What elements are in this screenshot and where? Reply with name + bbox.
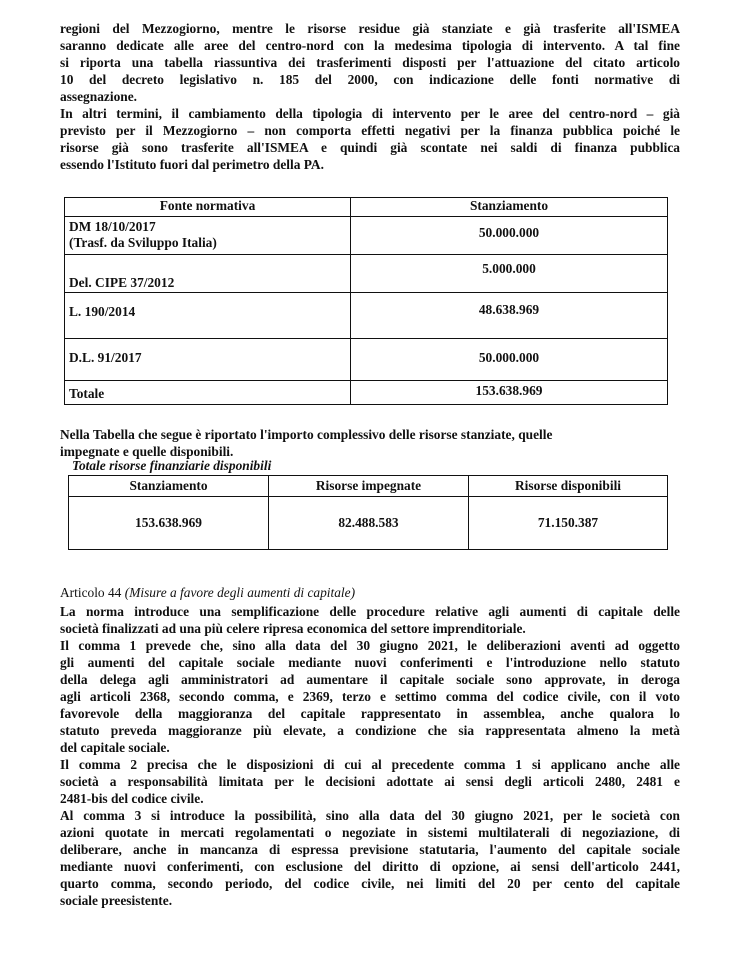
text-line: agli articoli 2368, secondo comma, e 2369, terzo e settimo comma del codice civile, con il voto [60,689,680,704]
amount-cell: 50.000.000 [351,339,668,381]
table-row [65,217,668,255]
text-line: impegnate e quelle disponibili. [60,444,234,459]
text-line: società a responsabilità limitata per le decisioni adottate ai sensi degli articoli 2480, 2481 e [60,774,680,789]
text-line: La norma introduce una semplificazione delle procedure relative agli aumenti di capitale delle [60,604,680,619]
value-cell: 82.488.583 [269,497,469,550]
text-line: In altri termini, il cambiamento della tipologia di intervento per le aree del centro-nord – già [60,106,680,121]
text-line: statuto preveda maggioranze più elevate, a condizione che sia rappresentata almeno la metà [60,723,680,738]
table-row [69,497,668,550]
column-header: Risorse disponibili [469,476,668,497]
source-cell [65,255,351,293]
text-line: Il comma 2 precisa che le disposizioni di cui al precedente comma 1 si applicano anche alle [60,757,680,772]
total-label: Totale [69,386,105,401]
source-line: DM 18/10/2017 [69,219,156,234]
value-cell: 153.638.969 [69,497,269,550]
source-line: D.L. 91/2017 [69,350,142,365]
text-line: assegnazione. [60,89,137,104]
amount-cell: 48.638.969 [351,293,668,339]
source-line: (Trasf. da Sviluppo Italia) [69,235,217,250]
source-cell [65,381,351,405]
text-line: Il comma 1 prevede che, sino alla data del 30 giugno 2021, le deliberazioni aventi ad oggetto [60,638,680,653]
article-body [60,603,680,909]
source-cell [65,339,351,381]
text-line: risorse già sono trasferite all'ISMEA e quindi già scontate nei saldi di finanza pubblica [60,140,680,155]
article-number: Articolo 44 [60,585,122,600]
text-line: sociale preesistente. [60,893,173,908]
text-line: deliberare, anche in mancanza di espressa previsione statutaria, l'aumento del capitale sociale [60,842,680,857]
column-header: Risorse impegnate [269,476,469,497]
text-line: Al comma 3 si introduce la possibilità, sino alla data del 30 giugno 2021, per le società con [60,808,680,823]
text-line: mediante nuovi conferimenti, con esclusione del diritto di opzione, ai sensi dell'articolo 2441, [60,859,680,874]
text-line: essendo l'Istituto fuori dal perimetro della PA. [60,157,324,172]
source-line: L. 190/2014 [69,304,136,319]
text-line: gli aumenti del capitale sociale mediante nuovi conferimenti e l'introduzione nello statuto [60,655,680,670]
table-row [65,339,668,381]
text-line: azioni quotate in mercati regolamentati o negoziate in sistemi multilaterali di negoziazione, di [60,825,680,840]
value-cell: 71.150.387 [469,497,668,550]
funding-sources-table [64,197,668,405]
text-line: si riporta una tabella riassuntiva dei trasferimenti disposti per l'attuazione del citato articolo [60,55,680,70]
amount-cell: 50.000.000 [351,217,668,255]
text-line: quarto comma, secondo periodo, del codice civile, nei limiti del 20 per cento del capitale [60,876,680,891]
column-header: Stanziamento [69,476,269,497]
article-heading [60,585,355,601]
source-line: Del. CIPE 37/2012 [69,275,175,290]
intro-paragraph [60,20,680,173]
source-cell [65,293,351,339]
text-line: regioni del Mezzogiorno, mentre le risorse residue già stanziate e già trasferite all'ISMEA [60,21,680,36]
table-row [65,293,668,339]
text-line: della delega agli amministratori ad aumentare il capitale sociale sono approvate, in deroga [60,672,680,687]
available-resources-table [68,475,668,550]
column-header: Fonte normativa [65,198,351,217]
summary-paragraph [60,426,620,460]
text-line: saranno dedicate alle aree del centro-nord con la medesima tipologia di intervento. A tal fine [60,38,680,53]
table-total-row [65,381,668,405]
table-row [65,255,668,293]
amount-cell: 153.638.969 [351,381,668,405]
table-header-row [65,198,668,217]
amount-cell: 5.000.000 [351,255,668,293]
text-line: Nella Tabella che segue è riportato l'importo complessivo delle risorse stanziate, quelle [60,427,553,442]
text-line: del capitale sociale. [60,740,170,755]
text-line: 10 del decreto legislativo n. 185 del 2000, con indicazione delle fonti normative di [60,72,680,87]
source-cell [65,217,351,255]
text-line: favorevole della maggioranza del capitale rappresentato in assemblea, anche qualora lo [60,706,680,721]
table-caption: Totale risorse finanziarie disponibili [72,458,272,473]
column-header: Stanziamento [351,198,668,217]
article-subtitle: (Misure a favore degli aumenti di capitale) [124,585,356,600]
text-line: società finalizzati ad una più celere ripresa economica del settore imprenditoriale. [60,621,526,636]
text-line: 2481-bis del codice civile. [60,791,204,806]
table-header-row [69,476,668,497]
text-line: previsto per il Mezzogiorno – non comporta effetti negativi per la finanza pubblica poiché le [60,123,680,138]
